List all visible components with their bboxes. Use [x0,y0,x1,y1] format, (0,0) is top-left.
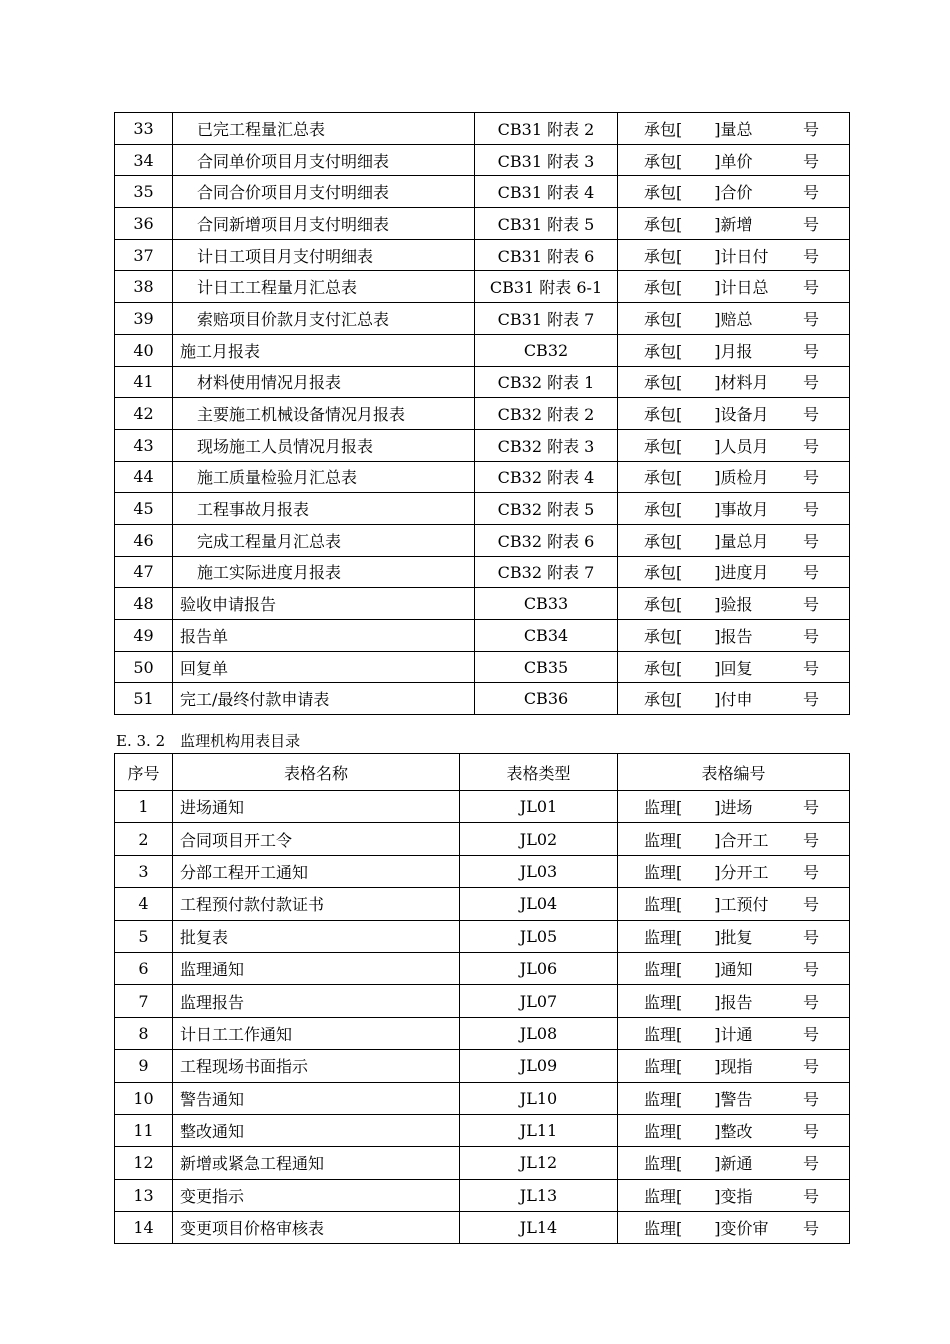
row-type: CB31 附表 4 [475,176,618,208]
row-code-text: 承包[ ]材料月 [644,373,769,393]
row-no: 39 [115,303,173,335]
table-row [115,461,850,493]
row-type: JL14 [460,1212,618,1244]
row-code-text: 承包[ ]付申 [644,690,753,710]
row-no: 41 [115,366,173,398]
row-code [618,176,850,208]
header-no: 序号 [115,754,173,791]
row-type: JL05 [460,920,618,952]
row-name: 合同合价项目月支付明细表 [173,176,475,208]
row-code-suffix: 号 [802,1089,819,1109]
row-code-text: 监理[ ]分开工 [644,862,769,882]
row-code [618,985,850,1017]
table-row [115,271,850,303]
row-no: 50 [115,651,173,683]
row-code-suffix: 号 [802,373,819,393]
table-row [115,113,850,145]
row-code [618,366,850,398]
row-name: 主要施工机械设备情况月报表 [173,398,475,430]
row-code-suffix: 号 [802,1154,819,1174]
row-code-text: 监理[ ]通知 [644,960,753,980]
row-no: 47 [115,556,173,588]
row-code [618,823,850,855]
row-name: 完工/最终付款申请表 [173,683,475,715]
table-row [115,823,850,855]
row-code-suffix: 号 [802,798,819,818]
row-name: 合同新增项目月支付明细表 [173,208,475,240]
row-no: 9 [115,1050,173,1082]
row-no: 7 [115,985,173,1017]
row-code-suffix: 号 [802,658,819,678]
row-code-suffix: 号 [802,927,819,947]
row-code-text: 承包[ ]月报 [644,341,753,361]
header-code: 表格编号 [618,754,850,791]
row-code-text: 监理[ ]变指 [644,1186,753,1206]
row-type: JL13 [460,1179,618,1211]
row-code [618,144,850,176]
row-code-text: 监理[ ]报告 [644,992,753,1012]
table-row [115,791,850,823]
row-code-text: 承包[ ]赔总 [644,309,753,329]
row-code-text: 监理[ ]合开工 [644,830,769,850]
row-code-text: 承包[ ]计日总 [644,278,769,298]
section-caption: E. 3. 2 监理机构用表目录 [116,732,301,750]
row-no: 12 [115,1147,173,1179]
row-code-suffix: 号 [802,500,819,520]
table-row [115,303,850,335]
row-type: CB33 [475,588,618,620]
row-name: 新增或紧急工程通知 [173,1147,460,1179]
table-row [115,683,850,715]
row-type: CB31 附表 2 [475,113,618,145]
row-code [618,683,850,715]
row-no: 36 [115,208,173,240]
row-name: 分部工程开工通知 [173,855,460,887]
row-no: 43 [115,429,173,461]
row-name: 警告通知 [173,1082,460,1114]
row-type: CB31 附表 3 [475,144,618,176]
row-name: 现场施工人员情况月报表 [173,429,475,461]
row-no: 42 [115,398,173,430]
row-code-suffix: 号 [802,830,819,850]
row-code-suffix: 号 [802,595,819,615]
row-no: 8 [115,1017,173,1049]
row-code-suffix: 号 [802,895,819,915]
row-name: 监理通知 [173,952,460,984]
row-code [618,1050,850,1082]
table-header-row [115,754,850,791]
table-row [115,1017,850,1049]
row-code [618,493,850,525]
row-code-text: 承包[ ]事故月 [644,500,769,520]
row-code-text: 监理[ ]计通 [644,1024,753,1044]
row-code-suffix: 号 [802,626,819,646]
row-name: 合同单价项目月支付明细表 [173,144,475,176]
row-code [618,791,850,823]
row-type: JL08 [460,1017,618,1049]
row-code [618,1017,850,1049]
row-no: 35 [115,176,173,208]
row-type: CB32 [475,334,618,366]
row-no: 1 [115,791,173,823]
row-no: 2 [115,823,173,855]
table-row [115,366,850,398]
row-type: CB32 附表 2 [475,398,618,430]
row-type: CB31 附表 5 [475,208,618,240]
row-type: JL01 [460,791,618,823]
table-row [115,493,850,525]
row-code-suffix: 号 [802,183,819,203]
row-name: 施工质量检验月汇总表 [173,461,475,493]
row-code [618,952,850,984]
row-name: 施工实际进度月报表 [173,556,475,588]
row-code-suffix: 号 [802,214,819,234]
row-no: 45 [115,493,173,525]
row-code-suffix: 号 [802,862,819,882]
row-code-text: 监理[ ]变价审 [644,1219,769,1239]
row-no: 38 [115,271,173,303]
row-name: 工程事故月报表 [173,493,475,525]
row-code-text: 承包[ ]人员月 [644,436,769,456]
row-code-suffix: 号 [802,119,819,139]
row-code [618,271,850,303]
row-code [618,208,850,240]
row-code-text: 承包[ ]单价 [644,151,753,171]
row-name: 工程现场书面指示 [173,1050,460,1082]
row-no: 13 [115,1179,173,1211]
table-row [115,334,850,366]
row-name: 整改通知 [173,1114,460,1146]
row-code [618,334,850,366]
row-type: CB32 附表 3 [475,429,618,461]
row-no: 3 [115,855,173,887]
row-code [618,1147,850,1179]
row-code-text: 承包[ ]回复 [644,658,753,678]
row-code [618,239,850,271]
table-row [115,651,850,683]
row-type: JL02 [460,823,618,855]
table-row [115,398,850,430]
row-code-suffix: 号 [802,151,819,171]
row-name: 工程预付款付款证书 [173,888,460,920]
row-type: CB31 附表 6-1 [475,271,618,303]
row-code-suffix: 号 [802,690,819,710]
table-row [115,1114,850,1146]
row-code [618,888,850,920]
row-no: 49 [115,620,173,652]
row-type: JL04 [460,888,618,920]
row-code-suffix: 号 [802,1219,819,1239]
row-name: 索赔项目价款月支付汇总表 [173,303,475,335]
row-type: CB34 [475,620,618,652]
row-no: 14 [115,1212,173,1244]
row-code [618,524,850,556]
row-code-suffix: 号 [802,278,819,298]
table-row [115,888,850,920]
table-row [115,524,850,556]
table-row [115,208,850,240]
row-name: 回复单 [173,651,475,683]
table-row [115,588,850,620]
row-no: 46 [115,524,173,556]
table-row [115,1212,850,1244]
row-no: 51 [115,683,173,715]
row-no: 5 [115,920,173,952]
row-code-suffix: 号 [802,468,819,488]
table-row [115,429,850,461]
row-code [618,651,850,683]
row-code [618,1114,850,1146]
row-name: 进场通知 [173,791,460,823]
row-code [618,588,850,620]
row-type: JL12 [460,1147,618,1179]
table-row [115,1050,850,1082]
row-code-suffix: 号 [802,531,819,551]
row-type: CB32 附表 6 [475,524,618,556]
row-type: CB35 [475,651,618,683]
row-no: 33 [115,113,173,145]
row-type: JL03 [460,855,618,887]
row-type: CB36 [475,683,618,715]
row-code-suffix: 号 [802,309,819,329]
table-row [115,176,850,208]
table-row [115,855,850,887]
row-code [618,920,850,952]
row-code [618,1212,850,1244]
row-name: 已完工程量汇总表 [173,113,475,145]
supervision-forms-body [115,791,850,1244]
row-type: CB32 附表 5 [475,493,618,525]
row-code-suffix: 号 [802,960,819,980]
row-name: 材料使用情况月报表 [173,366,475,398]
row-name: 变更项目价格审核表 [173,1212,460,1244]
table-row [115,239,850,271]
row-type: JL07 [460,985,618,1017]
row-code-text: 承包[ ]量总月 [644,531,769,551]
row-code-text: 监理[ ]批复 [644,927,753,947]
row-code [618,113,850,145]
row-name: 变更指示 [173,1179,460,1211]
row-code-text: 监理[ ]警告 [644,1089,753,1109]
row-code [618,461,850,493]
row-code-suffix: 号 [802,341,819,361]
row-code-suffix: 号 [802,1024,819,1044]
supervision-forms-table [114,753,850,1244]
row-type: CB31 附表 7 [475,303,618,335]
row-code-text: 监理[ ]现指 [644,1057,753,1077]
table-row [115,620,850,652]
row-code-text: 承包[ ]进度月 [644,563,769,583]
header-type: 表格类型 [460,754,618,791]
row-code-text: 监理[ ]进场 [644,798,753,818]
row-code-suffix: 号 [802,436,819,456]
row-code [618,398,850,430]
row-code-text: 承包[ ]质检月 [644,468,769,488]
row-code [618,303,850,335]
row-name: 计日工工程量月汇总表 [173,271,475,303]
table-row [115,985,850,1017]
row-code-text: 承包[ ]报告 [644,626,753,646]
row-name: 验收申请报告 [173,588,475,620]
row-code-text: 承包[ ]合价 [644,183,753,203]
row-code [618,1082,850,1114]
row-code-text: 承包[ ]验报 [644,595,753,615]
table-row [115,556,850,588]
row-type: JL06 [460,952,618,984]
row-name: 计日工项目月支付明细表 [173,239,475,271]
row-no: 11 [115,1114,173,1146]
table-row [115,1082,850,1114]
row-name: 施工月报表 [173,334,475,366]
row-code [618,429,850,461]
table-row [115,1179,850,1211]
row-code-text: 承包[ ]量总 [644,119,753,139]
table-row [115,920,850,952]
row-code-suffix: 号 [802,563,819,583]
row-type: CB32 附表 1 [475,366,618,398]
row-type: CB32 附表 7 [475,556,618,588]
table-row [115,1147,850,1179]
row-code-suffix: 号 [802,992,819,1012]
row-type: JL10 [460,1082,618,1114]
row-no: 6 [115,952,173,984]
row-type: JL11 [460,1114,618,1146]
row-code [618,855,850,887]
row-name: 监理报告 [173,985,460,1017]
row-type: CB31 附表 6 [475,239,618,271]
row-no: 44 [115,461,173,493]
row-code-suffix: 号 [802,1186,819,1206]
row-type: CB32 附表 4 [475,461,618,493]
row-code [618,556,850,588]
row-no: 10 [115,1082,173,1114]
row-type: JL09 [460,1050,618,1082]
row-no: 48 [115,588,173,620]
row-code-text: 监理[ ]新通 [644,1154,753,1174]
row-code-text: 监理[ ]工预付 [644,895,769,915]
row-code-text: 承包[ ]新增 [644,214,753,234]
row-name: 计日工工作通知 [173,1017,460,1049]
row-code-text: 承包[ ]计日付 [644,246,769,266]
contractor-forms-body [115,113,850,715]
row-name: 完成工程量月汇总表 [173,524,475,556]
row-code-suffix: 号 [802,1057,819,1077]
table-row [115,144,850,176]
table-row [115,952,850,984]
row-name: 报告单 [173,620,475,652]
contractor-forms-table [114,112,850,715]
row-no: 40 [115,334,173,366]
row-code-suffix: 号 [802,1122,819,1142]
row-no: 4 [115,888,173,920]
row-name: 批复表 [173,920,460,952]
row-no: 37 [115,239,173,271]
row-code [618,620,850,652]
row-no: 34 [115,144,173,176]
row-code [618,1179,850,1211]
header-name: 表格名称 [173,754,460,791]
row-name: 合同项目开工令 [173,823,460,855]
row-code-suffix: 号 [802,246,819,266]
row-code-text: 监理[ ]整改 [644,1122,753,1142]
row-code-text: 承包[ ]设备月 [644,405,769,425]
row-code-suffix: 号 [802,405,819,425]
